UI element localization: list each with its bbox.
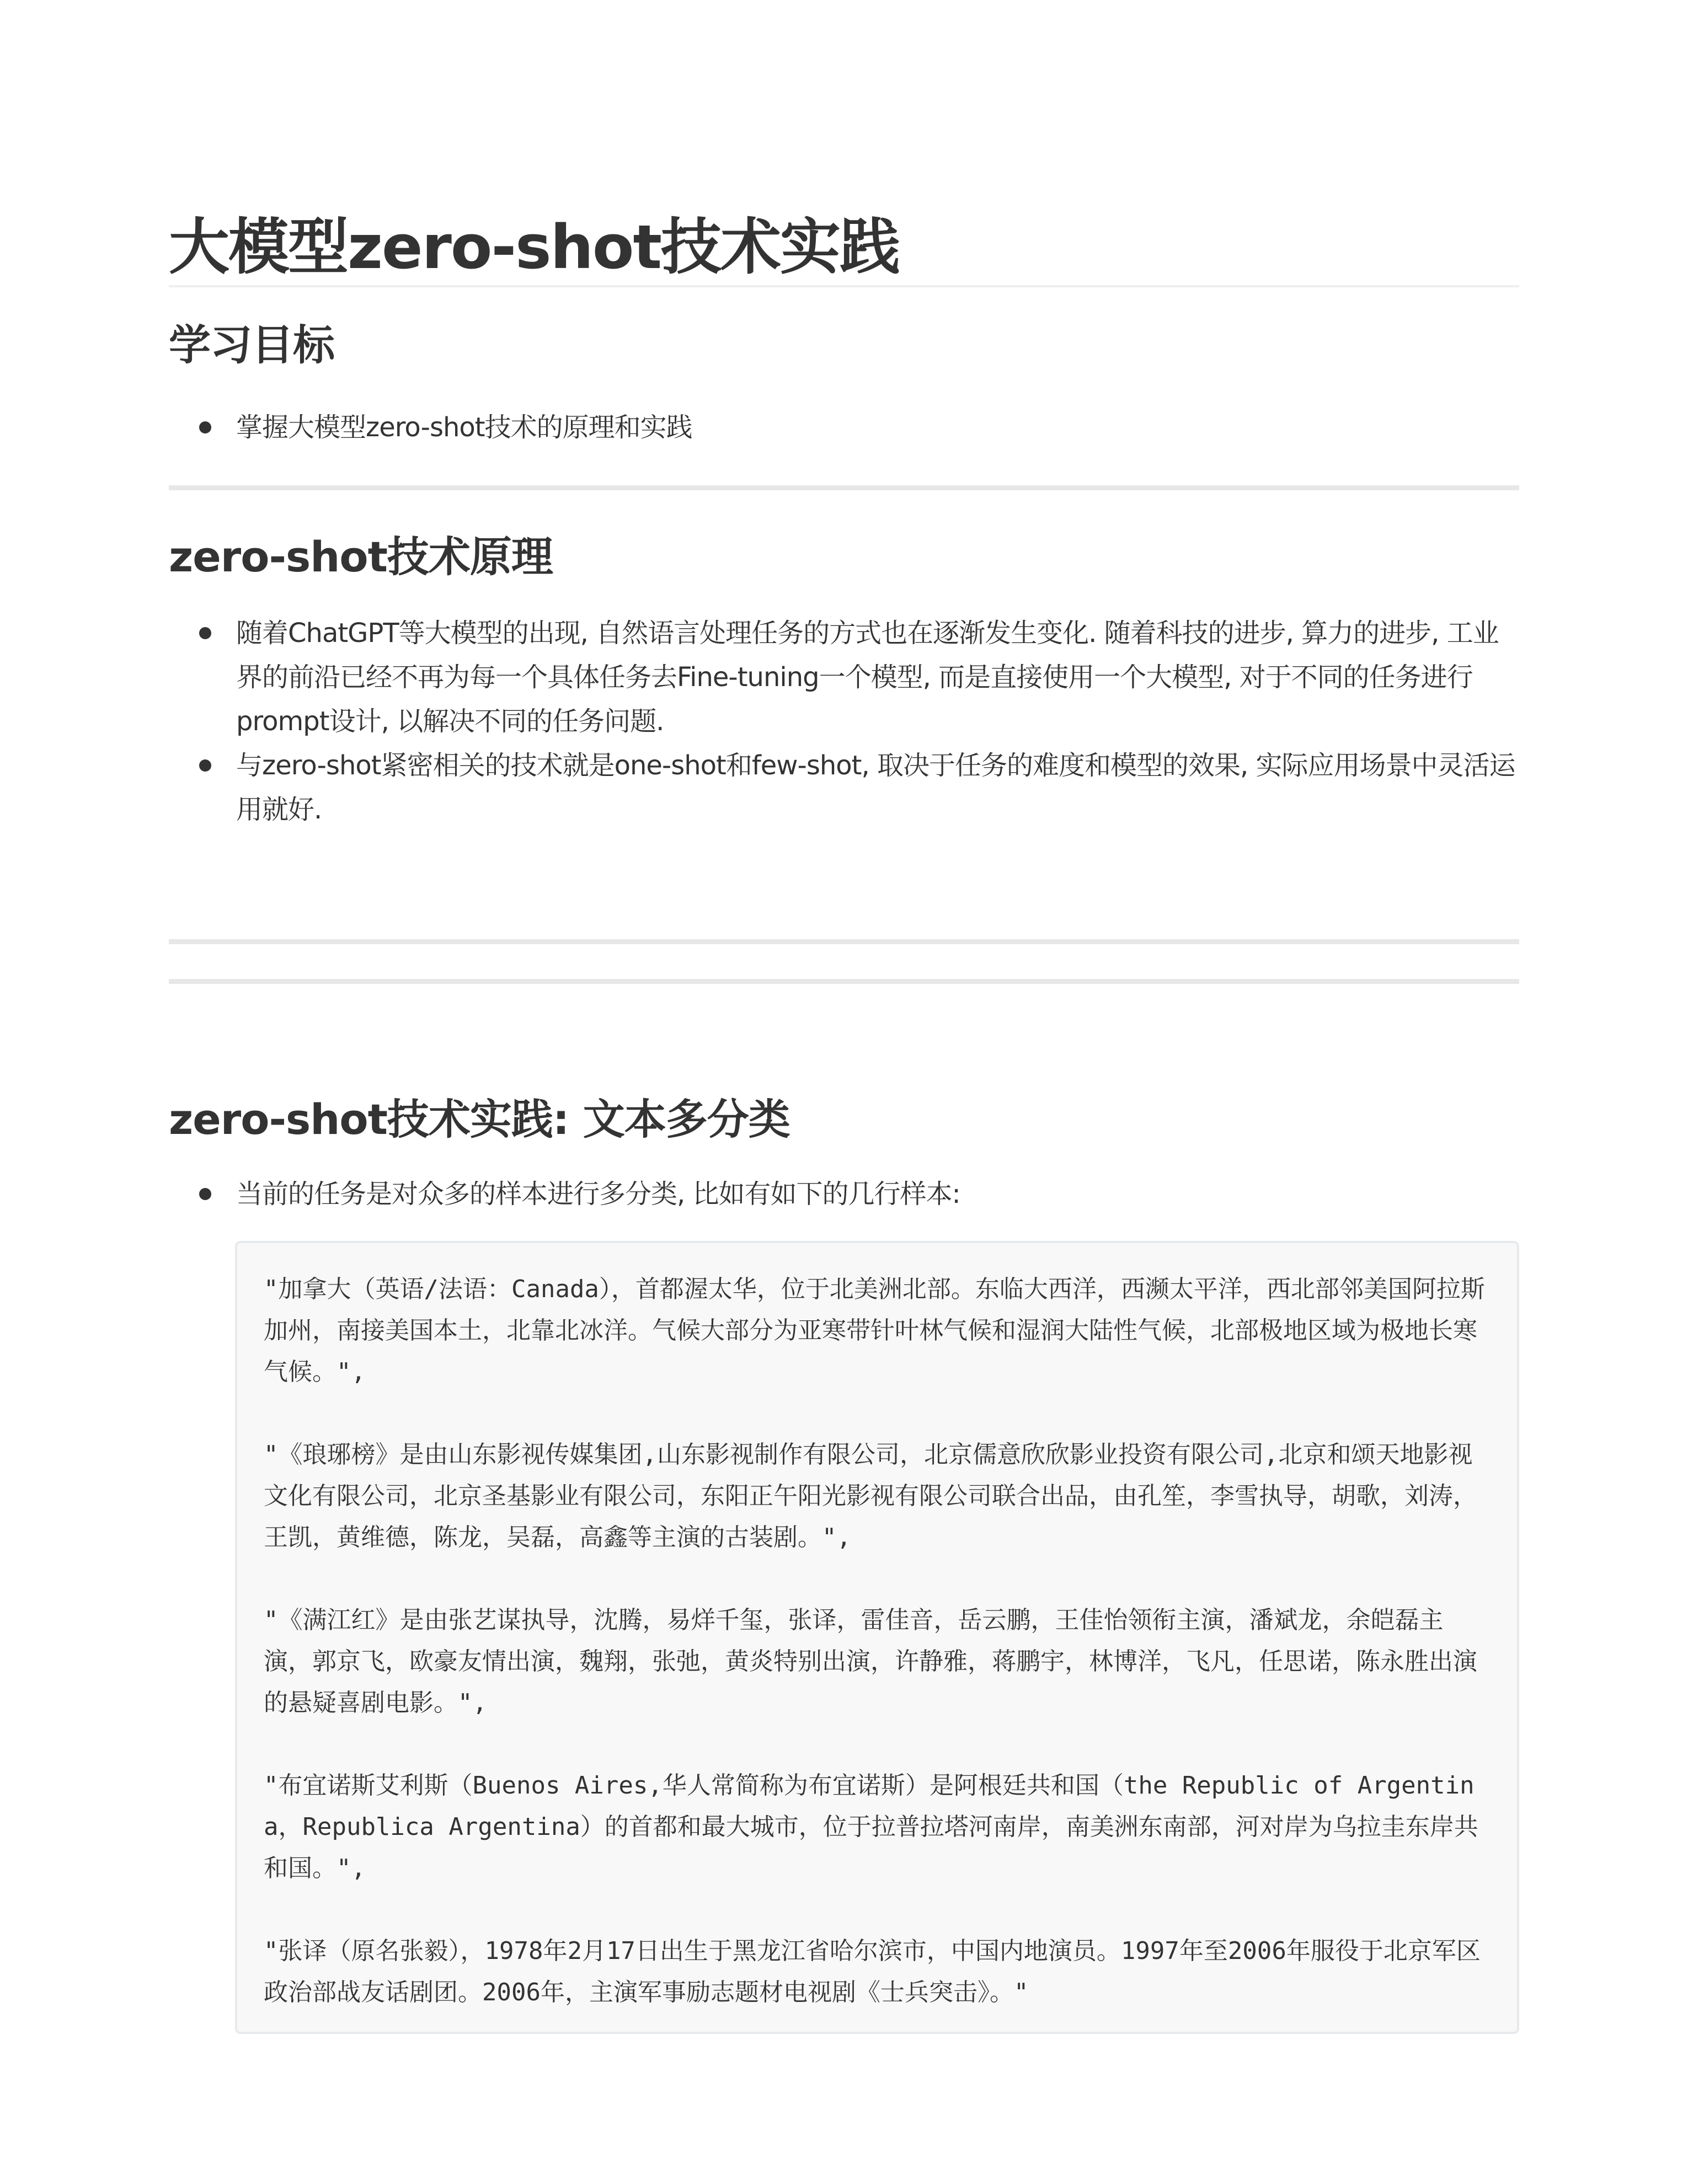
list-item — [169, 611, 1519, 743]
principle-list — [169, 611, 1519, 832]
practice-list — [169, 1172, 1519, 1216]
bullet-icon — [199, 759, 211, 772]
list-item-text: 随着ChatGPT等大模型的出现, 自然语言处理任务的方式也在逐渐发生变化. 随着科技的进步, 算力的进步, 工业界的前沿已经不再为每一个具体任务去Fine-tuning一个模型, 而是直接使用一个大模型, 对于不同的任务进行prompt设计, 以解决不同的任务问题. — [236, 618, 1499, 737]
code-sample-1: "加拿大（英语/法语：Canada），首都渥太华，位于北美洲北部。东临大西洋，西濒太平洋，西北部邻美国阿拉斯加州，南接美国本土，北靠北冰洋。气候大部分为亚寒带针叶林气候和湿润大陆性气候，北部极地区域为极地长寒气候。", — [264, 1275, 1485, 1386]
code-content — [264, 1268, 1491, 2013]
learning-goals-list — [169, 405, 1519, 449]
list-item-text: 与zero-shot紧密相关的技术就是one-shot和few-shot, 取决于任务的难度和模型的效果, 实际应用场景中灵活运用就好. — [236, 750, 1515, 825]
list-item — [169, 743, 1519, 832]
horizontal-rule — [169, 939, 1519, 944]
code-sample-2: "《琅琊榜》是由山东影视传媒集团,山东影视制作有限公司，北京儒意欣欣影业投资有限公司,北京和颂天地影视文化有限公司，北京圣基影业有限公司，东阳正午阳光影视有限公司联合出品，由孔笙，李雪执导，胡歌，刘涛，王凯，黄维德，陈龙，吴磊，高鑫等主演的古装剧。", — [264, 1441, 1477, 1551]
list-item — [169, 1172, 1519, 1216]
title-underline — [169, 285, 1519, 287]
section-heading-practice: zero-shot技术实践: 文本多分类 — [169, 1095, 790, 1144]
code-sample-3: "《满江红》是由张艺谋执导，沈腾，易烊千玺，张译，雷佳音，岳云鹏，王佳怡领衔主演，潘斌龙，余皑磊主演，郭京飞，欧豪友情出演，魏翔，张弛，黄炎特别出演，许静雅，蒋鹏宇，林博洋，飞凡，任思诺，陈永胜出演的悬疑喜剧电影。", — [264, 1606, 1477, 1717]
code-sample-5: "张译（原名张毅），1978年2月17日出生于黑龙江省哈尔滨市，中国内地演员。1997年至2006年服役于北京军区政治部战友话剧团。2006年，主演军事励志题材电视剧《士兵突击》。" — [264, 1937, 1481, 2006]
bullet-icon — [199, 627, 211, 639]
list-item-text: 掌握大模型zero-shot技术的原理和实践 — [236, 412, 692, 443]
list-item-text: 当前的任务是对众多的样本进行多分类, 比如有如下的几行样本: — [236, 1179, 960, 1209]
bullet-icon — [199, 1188, 211, 1200]
section-heading-principle: zero-shot技术原理 — [169, 532, 553, 581]
horizontal-rule — [169, 485, 1519, 490]
page-title: 大模型zero-shot技术实践 — [169, 212, 900, 282]
code-sample-4: "布宜诺斯艾利斯（Buenos Aires,华人常简称为布宜诺斯）是阿根廷共和国（the Republic of Argentina，Republica Argentina）的首都和最大城市，位于拉普拉塔河南岸，南美洲东南部，河对岸为乌拉圭东岸共和国。", — [264, 1771, 1478, 1882]
list-item — [169, 405, 1519, 449]
section-heading-learning-goals: 学习目标 — [169, 320, 334, 370]
horizontal-rule — [169, 979, 1519, 984]
code-block-samples — [235, 1241, 1519, 2034]
bullet-icon — [199, 421, 211, 433]
